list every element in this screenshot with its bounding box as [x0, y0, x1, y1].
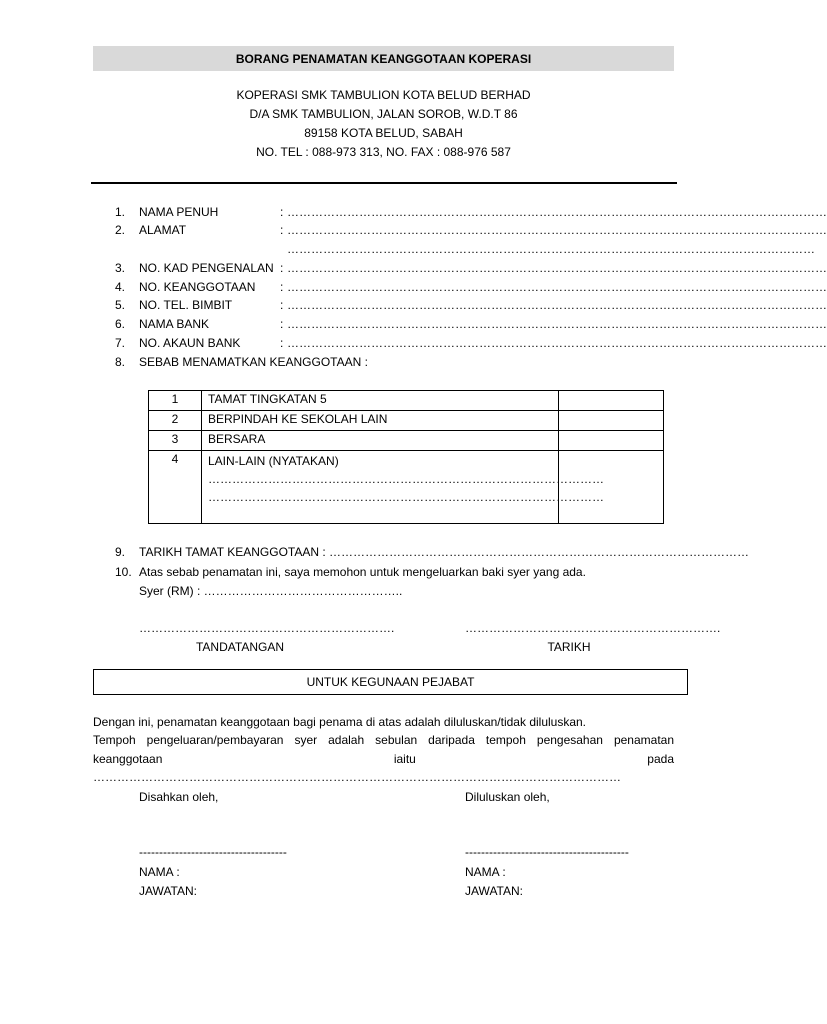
- reason-text: LAIN-LAIN (NYATAKAN): [208, 454, 339, 468]
- field-label: NAMA BANK: [139, 317, 210, 331]
- syer-amount-field[interactable]: Syer (RM) : …………………………………………..: [139, 584, 403, 598]
- field-fill-line[interactable]: ………………………………………………………………………………………………………………………: [287, 261, 827, 275]
- table-row: [149, 451, 664, 524]
- field-number: 1.: [115, 205, 126, 219]
- approval-statement: Dengan ini, penamatan keanggotaan bagi penama di atas adalah diluluskan/tidak diluluskan.: [93, 715, 587, 729]
- field-colon: :: [280, 223, 284, 237]
- date-label: TARIKH: [547, 640, 591, 654]
- field-colon: :: [280, 280, 284, 294]
- field-number: 10.: [115, 565, 132, 579]
- reason-checkbox-cell[interactable]: [559, 451, 664, 524]
- verifier-name-label: NAMA :: [139, 865, 180, 879]
- field-colon: :: [280, 261, 284, 275]
- contact-line: NO. TEL : 088-973 313, NO. FAX : 088-976 587: [256, 145, 511, 159]
- reason-number: 1: [149, 391, 202, 411]
- field-label: NO. AKAUN BANK: [139, 336, 241, 350]
- field-fill-line[interactable]: ………………………………………………………………………………………………………………………: [287, 336, 827, 350]
- approver-signature-line[interactable]: -----------------------------------------: [465, 845, 629, 859]
- payment-period-statement: Tempoh pengeluaran/pembayaran syer adalah sebulan daripada tempoh pengesahan penamatan keanggotaan iaitu pada ……………………………………………………………………………………………………………………: [93, 733, 674, 784]
- field-label: NO. KAD PENGENALAN: [139, 261, 274, 275]
- reason-checkbox-cell[interactable]: [559, 391, 664, 411]
- field-number: 7.: [115, 336, 126, 350]
- field-number: 9.: [115, 545, 126, 559]
- field-fill-line[interactable]: ………………………………………………………………………………………………………………………: [287, 280, 827, 294]
- reason-text-other: [202, 451, 604, 524]
- field-colon: :: [280, 336, 284, 350]
- field-fill-line[interactable]: ………………………………………………………………………………………………………………………: [287, 298, 827, 312]
- field-number: 2.: [115, 223, 126, 237]
- reason-number: 4: [149, 451, 202, 524]
- field-number: 8.: [115, 355, 126, 369]
- field-label: NAMA PENUH: [139, 205, 219, 219]
- field-label: SEBAB MENAMATKAN KEANGGOTAAN :: [139, 355, 368, 369]
- form-title: BORANG PENAMATAN KEANGGOTAAN KOPERASI: [93, 46, 674, 71]
- field-number: 6.: [115, 317, 126, 331]
- header-divider: [91, 182, 677, 184]
- table-row: [149, 411, 664, 431]
- field-number: 5.: [115, 298, 126, 312]
- reason-text: TAMAT TINGKATAN 5: [202, 391, 559, 411]
- field-fill-line[interactable]: ……………………………………………………………………………………………………………………: [287, 242, 815, 256]
- verified-by-label: Disahkan oleh,: [139, 790, 219, 804]
- field-number: 4.: [115, 280, 126, 294]
- reason-fill-line[interactable]: ………………………………………………………………………………………: [208, 472, 604, 486]
- reason-fill-line[interactable]: ………………………………………………………………………………………: [208, 490, 604, 504]
- date-line[interactable]: ……………………………………………………….: [465, 621, 721, 635]
- reason-number: 2: [149, 411, 202, 431]
- signature-label: TANDATANGAN: [195, 640, 284, 654]
- address-line-2: 89158 KOTA BELUD, SABAH: [304, 126, 463, 140]
- field-colon: :: [280, 298, 284, 312]
- field-fill-line[interactable]: ………………………………………………………………………………………………………………………: [287, 317, 827, 331]
- signature-line[interactable]: ……………………………………………………….: [139, 621, 395, 635]
- approved-by-label: Diluluskan oleh,: [465, 790, 550, 804]
- office-use-header: UNTUK KEGUNAAN PEJABAT: [93, 669, 688, 695]
- field-fill-line[interactable]: ………………………………………………………………………………………………………………………: [287, 205, 827, 219]
- field-colon: :: [280, 205, 284, 219]
- reasons-table: [148, 390, 664, 524]
- reason-text: BERPINDAH KE SEKOLAH LAIN: [202, 411, 559, 431]
- reason-text: BERSARA: [202, 431, 559, 451]
- field-label: ALAMAT: [139, 223, 187, 237]
- field-fill-line[interactable]: ………………………………………………………………………………………………………………………: [287, 223, 827, 237]
- approver-position-label: JAWATAN:: [465, 884, 523, 898]
- cooperative-name: KOPERASI SMK TAMBULION KOTA BELUD BERHAD: [236, 88, 531, 102]
- reason-checkbox-cell[interactable]: [559, 411, 664, 431]
- verifier-position-label: JAWATAN:: [139, 884, 197, 898]
- table-row: [149, 431, 664, 451]
- field-label[interactable]: TARIKH TAMAT KEANGGOTAAN : ……………………………………………………………………………………………: [139, 545, 750, 559]
- address-line-1: D/A SMK TAMBULION, JALAN SOROB, W.D.T 86: [249, 107, 518, 121]
- request-statement: Atas sebab penamatan ini, saya memohon untuk mengeluarkan baki syer yang ada.: [139, 565, 586, 579]
- field-colon: :: [280, 317, 284, 331]
- reason-number: 3: [149, 431, 202, 451]
- field-number: 3.: [115, 261, 126, 275]
- table-row: [149, 391, 664, 411]
- approver-name-label: NAMA :: [465, 865, 506, 879]
- field-label: NO. TEL. BIMBIT: [139, 298, 233, 312]
- verifier-signature-line[interactable]: -------------------------------------: [139, 845, 287, 859]
- field-label: NO. KEANGGOTAAN: [139, 280, 256, 294]
- reason-checkbox-cell[interactable]: [559, 431, 664, 451]
